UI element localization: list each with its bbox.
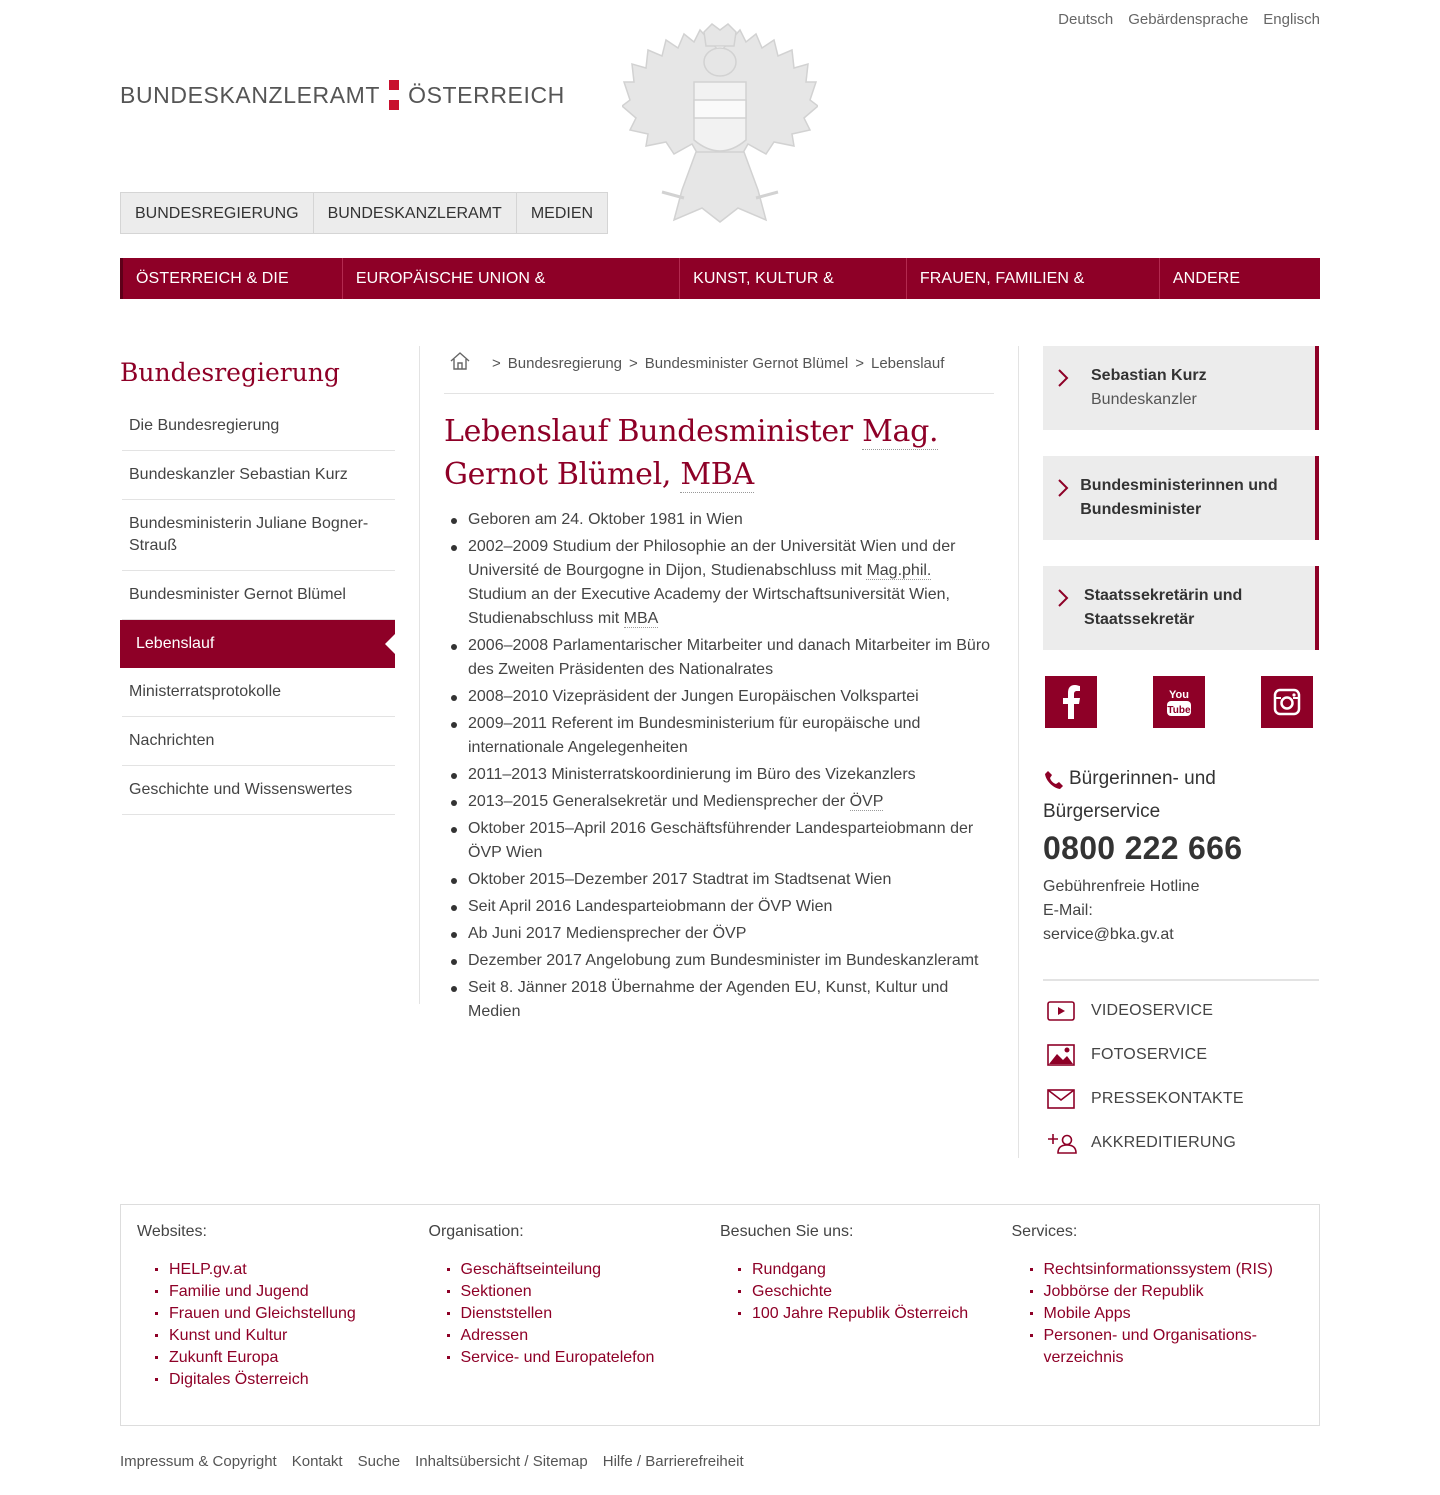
quicklink-fotoservice[interactable]: FOTOSERVICE — [1043, 1033, 1319, 1077]
list-item: Ab Juni 2017 Mediensprecher der ÖVP — [468, 922, 994, 946]
sidebar-item — [122, 451, 395, 500]
breadcrumb-bundesregierung[interactable]: Bundesregierung — [507, 354, 623, 372]
footer-link[interactable]: Personen- und Organisations- verzeichnis — [1043, 1327, 1257, 1366]
footer-link[interactable]: Mobile Apps — [1043, 1305, 1131, 1322]
sidebar-item — [122, 571, 395, 620]
list-item: Dezember 2017 Angelobung zum Bundesminister im Bundeskanzleramt — [468, 949, 994, 973]
footer — [120, 1204, 1320, 1426]
sidebar-item — [122, 668, 395, 717]
service-email-link[interactable]: service@bka.gv.at — [1043, 926, 1174, 943]
sidebar-item-die-bundesregierung[interactable]: Die Bundesregierung — [129, 417, 280, 434]
breadcrumb — [444, 346, 994, 394]
social-links — [1045, 676, 1313, 728]
sidebar-item-bundesminister-bluemel[interactable]: Bundesminister Gernot Blümel — [129, 586, 346, 603]
teaser-title: Bundesministerinnen und Bundesminister — [1080, 477, 1278, 518]
footer-link[interactable]: HELP.gv.at — [169, 1261, 247, 1278]
add-user-icon — [1043, 1132, 1091, 1154]
list-item: 2013–2015 Generalsekretär und Mediensprecher der ÖVP — [468, 790, 994, 814]
topnav-bundeskanzleramt[interactable]: BUNDESKANZLERAMT — [313, 192, 516, 234]
list-item: 2006–2008 Parlamentarischer Mitarbeiter und danach Mitarbeiter im Büro des Zweiten Präsidenten des Nationalrates — [468, 634, 994, 682]
column-divider — [1018, 346, 1019, 1158]
sidebar-item-active — [120, 620, 395, 668]
footer-column-besuchen — [720, 1223, 1012, 1407]
list-item: 2002–2009 Studium der Philosophie an der Universität Wien und der Université de Bourgogne in Dijon, Studienabschluss mit Mag.phil. Studium an der Executive Academy der Wirtschaftsuniversität Wien, Studienabschluss mit MBA — [468, 535, 994, 631]
quicklink-pressekontakte[interactable]: PRESSEKONTAKTE — [1043, 1077, 1319, 1121]
breadcrumb-separator: > — [492, 354, 501, 372]
footer-link[interactable]: Rechtsinformationssystem (RIS) — [1043, 1261, 1273, 1278]
mainnav-eu[interactable]: EUROPÄISCHE UNION & EUROPAPOLITIK — [343, 258, 680, 299]
photo-icon — [1043, 1044, 1091, 1066]
column-divider — [419, 346, 420, 1004]
link-sitemap[interactable]: Inhaltsübersicht / Sitemap — [415, 1453, 588, 1470]
abbr-mba: MBA — [680, 457, 754, 492]
sidebar-title: Bundesregierung — [120, 358, 340, 387]
sidebar — [120, 346, 395, 815]
list-item: Oktober 2015–April 2016 Geschäftsführender Landesparteiobmann der ÖVP Wien — [468, 817, 994, 865]
coat-of-arms-icon — [622, 22, 818, 228]
teaser-kurz[interactable] — [1043, 346, 1319, 430]
chevron-right-icon — [1057, 584, 1084, 632]
service-hotline: Gebührenfreie Hotline — [1043, 878, 1200, 895]
footer-link[interactable]: Frauen und Gleichstellung — [169, 1305, 356, 1322]
footer-link[interactable]: Rundgang — [752, 1261, 826, 1278]
footer-link[interactable]: Dienststellen — [460, 1305, 553, 1322]
topnav-medien[interactable]: MEDIEN — [516, 192, 608, 234]
mainnav-oesterreich-welt[interactable]: ÖSTERREICH & DIE WELT — [123, 258, 343, 299]
link-impressum[interactable]: Impressum & Copyright — [120, 1453, 277, 1470]
footer-column-title: Services: — [1011, 1223, 1078, 1240]
footer-link[interactable]: Geschichte — [752, 1283, 833, 1300]
topnav-bundesregierung[interactable]: BUNDESREGIERUNG — [120, 192, 313, 234]
teaser-staatssekretaer[interactable] — [1043, 566, 1319, 650]
list-item: 2008–2010 Vizepräsident der Jungen Europäischen Volkspartei — [468, 685, 994, 709]
youtube-icon[interactable] — [1153, 676, 1205, 728]
chevron-right-icon — [1057, 474, 1080, 522]
logo-text-left: BUNDESKANZLERAMT — [120, 81, 381, 108]
teaser-title: Sebastian Kurz — [1091, 367, 1207, 384]
teaser-bundesminister[interactable] — [1043, 456, 1319, 540]
abbr-mag: Mag. — [862, 414, 939, 449]
citizen-service — [1043, 762, 1319, 947]
sidebar-item-bundesministerin[interactable]: Bundesministerin Juliane Bogner-Strauß — [129, 515, 369, 554]
sidebar-item-bundeskanzler[interactable]: Bundeskanzler Sebastian Kurz — [129, 466, 348, 483]
list-item: 2011–2013 Ministerratskoordinierung im Büro des Vizekanzlers — [468, 763, 994, 787]
abbr-mba: MBA — [623, 610, 659, 627]
sidebar-menu — [120, 402, 395, 815]
footer-column-title: Besuchen Sie uns: — [720, 1223, 854, 1240]
link-kontakt[interactable]: Kontakt — [291, 1453, 343, 1470]
quick-links — [1043, 979, 1319, 1165]
quicklink-akkreditierung[interactable]: AKKREDITIERUNG — [1043, 1121, 1319, 1165]
youtube-icon-label: You — [1169, 689, 1189, 701]
home-icon[interactable] — [444, 351, 485, 375]
footer-column-websites — [137, 1223, 429, 1407]
footer-link[interactable]: Adressen — [460, 1327, 529, 1344]
sidebar-item-ministerratsprotokolle[interactable]: Ministerratsprotokolle — [129, 683, 282, 700]
footer-column-services — [1012, 1223, 1304, 1407]
footer-link[interactable]: Kunst und Kultur — [169, 1327, 288, 1344]
facebook-icon[interactable] — [1045, 676, 1097, 728]
mainnav-kunst-kultur[interactable]: KUNST, KULTUR & MEDIEN — [680, 258, 907, 299]
service-title: Bürgerinnen- und Bürgerservice — [1043, 768, 1216, 822]
list-item: Geboren am 24. Oktober 1981 in Wien — [468, 508, 994, 532]
video-icon — [1043, 1001, 1091, 1021]
logo[interactable] — [120, 80, 565, 110]
footer-link[interactable]: Service- und Europatelefon — [460, 1349, 655, 1366]
lang-deutsch[interactable]: Deutsch — [1058, 11, 1114, 28]
list-item: Seit April 2016 Landesparteiobmann der ÖVP Wien — [468, 895, 994, 919]
sidebar-item — [122, 402, 395, 451]
footer-link[interactable]: Familie und Jugend — [169, 1283, 309, 1300]
breadcrumb-current: Lebenslauf — [871, 354, 945, 372]
abbr-oevp: ÖVP — [849, 793, 884, 810]
footer-link[interactable]: 100 Jahre Republik Österreich — [752, 1305, 969, 1322]
footer-column-title: Organisation: — [428, 1223, 524, 1240]
language-switch — [1058, 11, 1320, 28]
footer-link[interactable]: Jobbörse der Republik — [1043, 1283, 1204, 1300]
mainnav-andere-themen[interactable]: ANDERE THEMEN — [1172, 270, 1242, 328]
logo-text-right: ÖSTERREICH — [408, 81, 565, 108]
cv-list — [444, 508, 994, 1024]
breadcrumb-bluemel[interactable]: Bundesminister Gernot Blümel — [644, 354, 849, 372]
sidebar-item — [122, 500, 395, 571]
main-navigation — [120, 258, 1320, 328]
sidebar-item — [122, 766, 395, 815]
breadcrumb-separator: > — [855, 354, 864, 372]
footer-column-title: Websites: — [137, 1223, 207, 1240]
sidebar-item-nachrichten[interactable]: Nachrichten — [129, 732, 215, 749]
mail-icon — [1043, 1089, 1091, 1109]
lang-englisch[interactable]: Englisch — [1263, 11, 1320, 28]
teaser-subtitle: Bundeskanzler — [1091, 391, 1197, 408]
phone-icon — [1043, 768, 1065, 790]
quicklink-videoservice[interactable]: VIDEOSERVICE — [1043, 989, 1319, 1033]
sidebar-item — [122, 717, 395, 766]
link-suche[interactable]: Suche — [357, 1453, 401, 1470]
footer-link[interactable]: Sektionen — [460, 1283, 532, 1300]
mainnav-frauen-familien[interactable]: FRAUEN, FAMILIEN & JUGEND — [907, 258, 1160, 299]
teaser-title: Staatssekretärin und Staatssekretär — [1084, 587, 1243, 628]
footer-link[interactable]: Geschäftseinteilung — [460, 1261, 602, 1278]
list-item: Oktober 2015–Dezember 2017 Stadtrat im Stadtsenat Wien — [468, 868, 994, 892]
chevron-right-icon — [1057, 364, 1091, 412]
abbr-magphil: Mag.phil. — [866, 562, 932, 579]
footer-link[interactable]: Digitales Österreich — [169, 1371, 309, 1388]
list-item: Seit 8. Jänner 2018 Übernahme der Agenden EU, Kunst, Kultur und Medien — [468, 976, 994, 1024]
list-item: 2009–2011 Referent im Bundesministerium für europäische und internationale Angelegenheiten — [468, 712, 994, 760]
footer-column-organisation — [429, 1223, 721, 1407]
youtube-icon-label: Tube — [1167, 705, 1191, 716]
service-email-label: E-Mail: — [1043, 902, 1093, 919]
sidebar-item-geschichte[interactable]: Geschichte und Wissenswertes — [129, 781, 353, 798]
right-sidebar — [1043, 346, 1319, 1165]
instagram-icon[interactable] — [1261, 676, 1313, 728]
link-hilfe[interactable]: Hilfe / Barrierefreiheit — [602, 1453, 744, 1470]
main-content — [444, 346, 994, 1027]
sidebar-item-lebenslauf[interactable]: Lebenslauf — [136, 635, 215, 652]
bottom-links — [120, 1453, 744, 1470]
lang-gebaerdensprache[interactable]: Gebärdensprache — [1128, 11, 1249, 28]
footer-link[interactable]: Zukunft Europa — [169, 1349, 279, 1366]
service-phone: 0800 222 666 — [1043, 830, 1243, 866]
top-navigation — [120, 192, 608, 234]
breadcrumb-separator: > — [629, 354, 638, 372]
page-title: Lebenslauf Bundesminister Mag. Gernot Blümel, MBA — [444, 414, 939, 492]
flag-icon — [389, 80, 399, 110]
